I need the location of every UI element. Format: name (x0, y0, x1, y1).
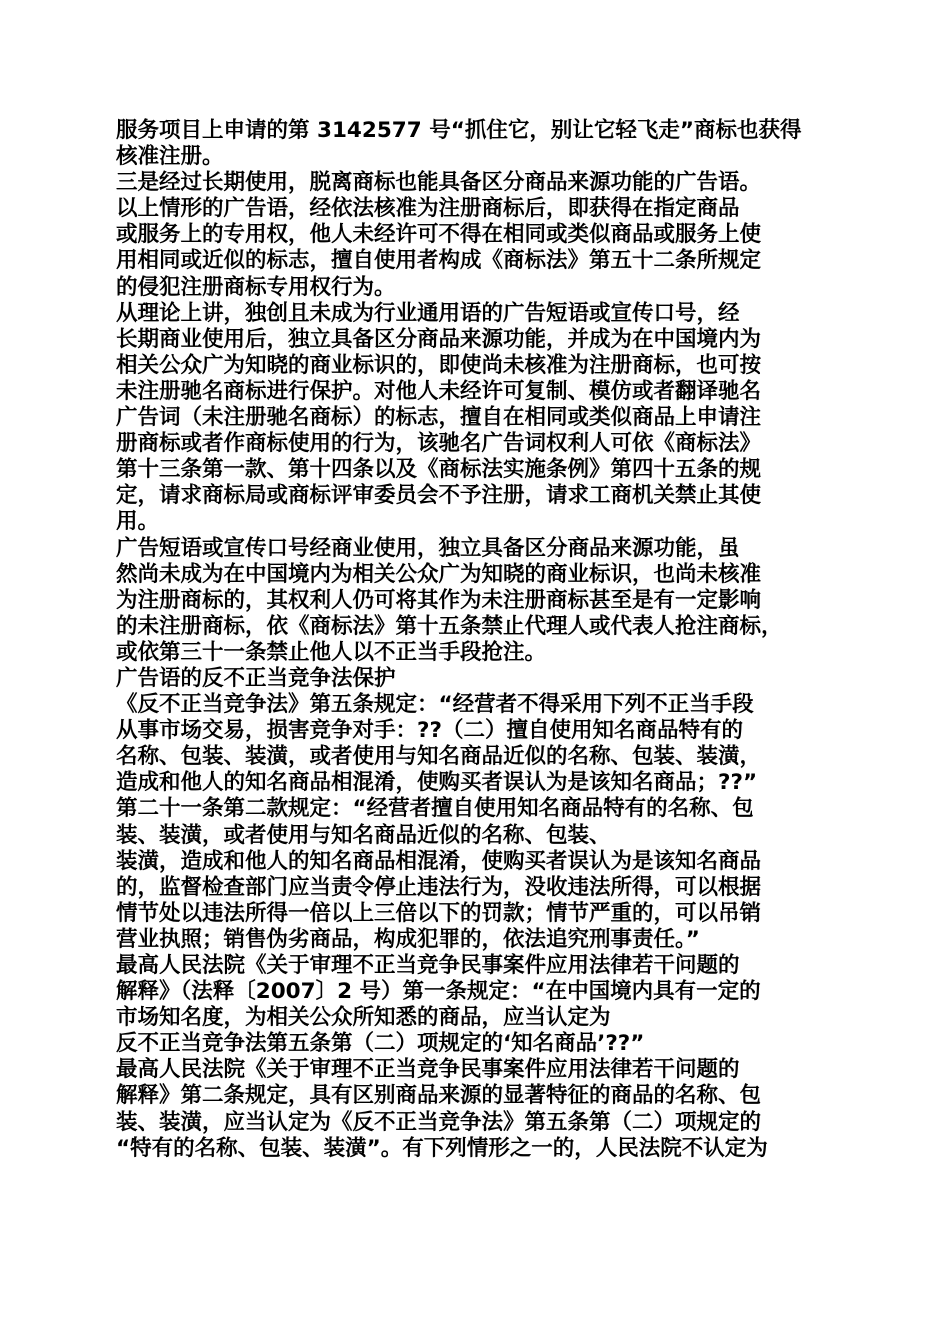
text-line: 装潢，造成和他人的知名商品相混淆，使购买者误认为是该知名商品 (116, 848, 762, 874)
text-line: 然尚未成为在中国境内为相关公众广为知晓的商业标识，也尚未核准 (116, 561, 762, 587)
text-line: 解释》（法释〔2007〕2 号）第一条规定：“在中国境内具有一定的 (116, 979, 761, 1005)
text-line: 的，监督检查部门应当责令停止违法行为，没收违法所得，可以根据 (116, 874, 762, 900)
text-line: 名称、包装、装潢，或者使用与知名商品近似的名称、包装、装潢， (116, 744, 762, 770)
text-line: 造成和他人的知名商品相混淆，使购买者误认为是该知名商品；??” (116, 770, 758, 796)
text-line: 第十三条第一款、第十四条以及《商标法实施条例》第四十五条的规 (116, 457, 762, 483)
text-line: 未注册驰名商标进行保护。对他人未经许可复制、模仿或者翻译驰名 (116, 378, 762, 404)
text-line: 从事市场交易，损害竞争对手：??（二）擅自使用知名商品特有的 (116, 718, 743, 744)
text-line: 长期商业使用后，独立具备区分商品来源功能，并成为在中国境内为 (116, 326, 762, 352)
text-line: 营业执照；销售伪劣商品，构成犯罪的，依法追究刑事责任。” (116, 926, 700, 952)
text-line: “特有的名称、包装、装潢”。有下列情形之一的，人民法院不认定为 (116, 1135, 768, 1161)
text-line: 广告词（未注册驰名商标）的标志，擅自在相同或类似商品上申请注 (116, 405, 762, 431)
text-line: 装、装潢，或者使用与知名商品近似的名称、包装、 (116, 822, 611, 848)
text-line: 服务项目上申请的第 3142577 号“抓住它，别让它轻飞走”商标也获得 (116, 118, 802, 143)
text-line: 最高人民法院《关于审理不正当竞争民事案件应用法律若干问题的 (116, 1057, 740, 1083)
text-line: 第二十一条第二款规定：“经营者擅自使用知名商品特有的名称、包 (116, 796, 754, 822)
text-line: 广告短语或宣传口号经商业使用，独立具备区分商品来源功能，虽 (116, 535, 740, 561)
text-line: 相关公众广为知晓的商业标识的，即使尚未核准为注册商标，也可按 (116, 352, 762, 378)
text-line: 《反不正当竞争法》第五条规定：“经营者不得采用下列不正当手段 (116, 692, 754, 718)
document-body (116, 118, 846, 1162)
text-line: 装、装潢，应当认定为《反不正当竞争法》第五条第（二）项规定的 (116, 1109, 762, 1135)
text-line: 市场知名度，为相关公众所知悉的商品，应当认定为 (116, 1005, 611, 1031)
text-line: 最高人民法院《关于审理不正当竞争民事案件应用法律若干问题的 (116, 953, 740, 978)
text-line: 三是经过长期使用，脱离商标也能具备区分商品来源功能的广告语。 (116, 170, 762, 196)
text-line: 以上情形的广告语，经依法核准为注册商标后，即获得在指定商品 (116, 196, 740, 222)
text-line: 解释》第二条规定，具有区别商品来源的显著特征的商品的名称、包 (116, 1083, 762, 1109)
text-line: 从理论上讲，独创且未成为行业通用语的广告短语或宣传口号，经 (116, 300, 740, 326)
text-line: 用。 (116, 509, 160, 535)
text-line: 或服务上的专用权，他人未经许可不得在相同或类似商品或服务上使 (116, 222, 762, 248)
text-line: 册商标或者作商标使用的行为，该驰名广告词权利人可依《商标法》 (116, 431, 762, 457)
text-line: 情节处以违法所得一倍以上三倍以下的罚款；情节严重的，可以吊销 (116, 900, 762, 926)
text-line: 为注册商标的，其权利人仍可将其作为未注册商标甚至是有一定影响 (116, 587, 762, 613)
text-line: 的侵犯注册商标专用权行为。 (116, 274, 396, 300)
text-line: 或依第三十一条禁止他人以不正当手段抢注。 (116, 639, 547, 665)
text-line: 用相同或近似的标志，擅自使用者构成《商标法》第五十二条所规定 (116, 248, 762, 274)
text-line: 广告语的反不正当竞争法保护 (116, 665, 396, 691)
text-line: 核准注册。 (116, 144, 224, 170)
text-line: 反不正当竞争法第五条第（二）项规定的‘知名商品’??” (116, 1031, 645, 1057)
text-line: 定，请求商标局或商标评审委员会不予注册，请求工商机关禁止其使 (116, 483, 762, 509)
text-line: 的未注册商标，依《商标法》第十五条禁止代理人或代表人抢注商标， (116, 613, 783, 639)
